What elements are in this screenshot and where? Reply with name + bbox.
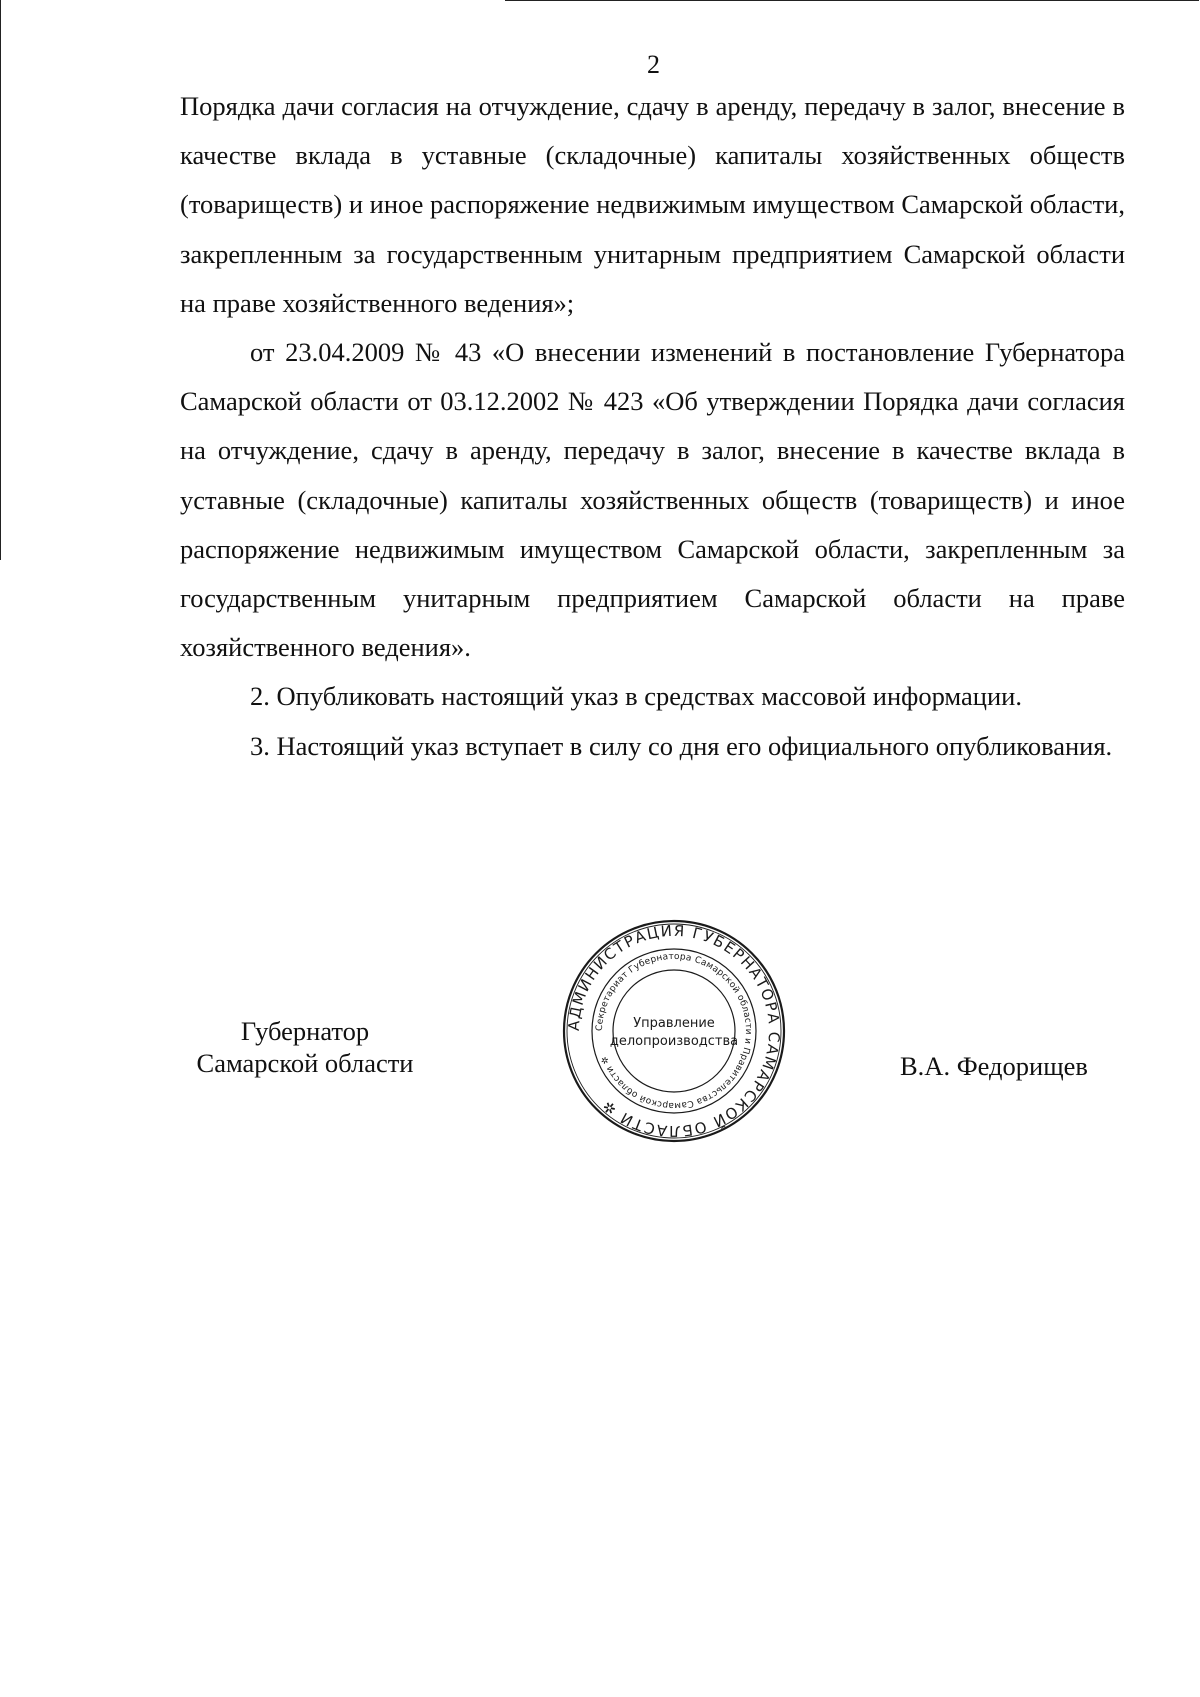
signatory-position-line1: Губернатор: [240, 1016, 370, 1046]
paragraph-publish-clause: 2. Опубликовать настоящий указ в средствах массовой информации.: [250, 681, 1022, 712]
stamp-inner-ring-text: Секретариат Губернатора Самарской области и Правительства Самарской области ✲: [594, 951, 754, 1111]
page-number: 2: [647, 50, 660, 79]
stamp-center-line2: делопроизводства: [609, 1034, 739, 1049]
paragraph-decree-reference: от 23.04.2009 № 43 «О внесении изменений в постановление Губернатора Самарской области от 03.12.2002 № 423 «Об утверждении Порядка дачи согласия на отчуждение, сдачу в аренду, передачу в залог, внесение в качестве вклада в уставные (складочные) капиталы хозяйственных обществ (товариществ) и иное распоряжение недвижимым имуществом Самарской области, закрепленным за государственным унитарным предприятием Самарской области на праве хозяйственного ведения».: [180, 337, 1125, 663]
stamp-outer-ring-text: АДМИНИСТРАЦИЯ ГУБЕРНАТОРА САМАРСКОЙ ОБЛАСТИ ✲: [564, 921, 784, 1141]
stamp-center-line1: Управление: [633, 1016, 715, 1031]
signatory-name: В.А. Федорищев: [900, 1051, 1088, 1081]
official-stamp-seal: [558, 915, 790, 1147]
paragraph-continuation: Порядка дачи согласия на отчуждение, сдачу в аренду, передачу в залог, внесение в качестве вклада в уставные (складочные) капиталы хозяйственных обществ (товариществ) и иное распоряжение недвижимым имуществом Самарской области, закрепленным за государственным унитарным предприятием Самарской области на праве хозяйственного ведения»;: [180, 91, 1125, 318]
signatory-position-line2: Самарской области: [196, 1048, 414, 1078]
scan-edge-line: [0, 0, 1, 560]
document-body: [180, 82, 1125, 771]
paragraph-effective-clause: 3. Настоящий указ вступает в силу со дня его официального опубликования.: [250, 730, 1113, 761]
signatory-position: [175, 1015, 435, 1079]
scan-top-edge-line: [505, 0, 1199, 1]
